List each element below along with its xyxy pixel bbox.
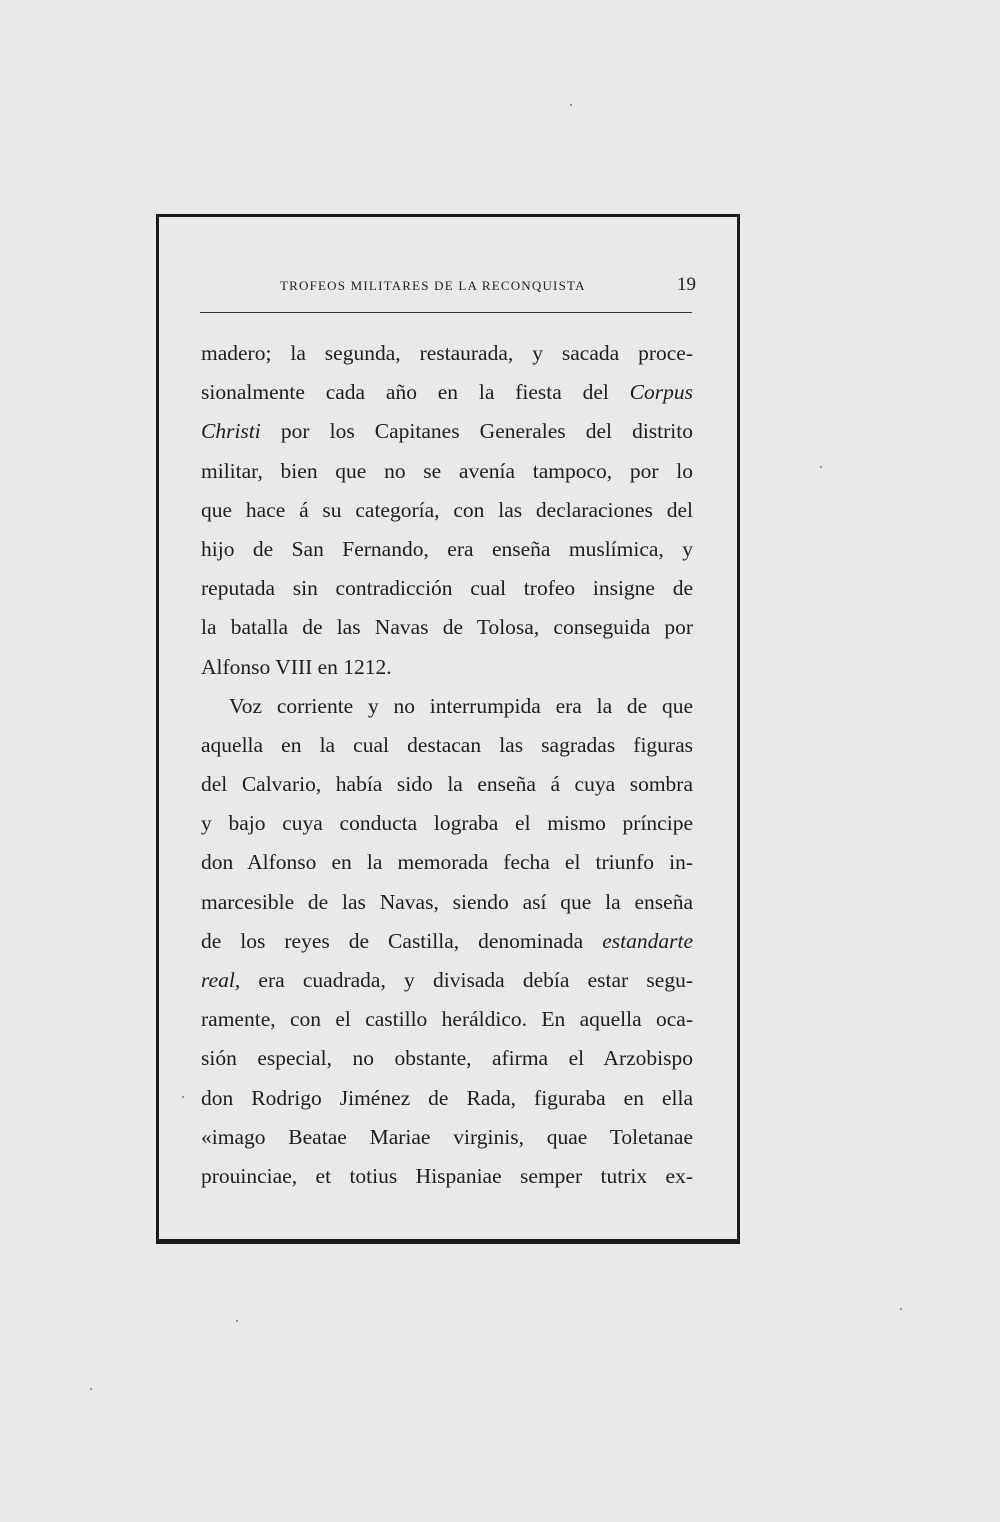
text-line: don Alfonso en la memorada fecha el triunfo in- [201,850,693,875]
paper-speck [182,1096,184,1098]
paper-speck [570,104,572,106]
text-line: don Rodrigo Jiménez de Rada, figuraba en ella [201,1085,693,1110]
header-rule [200,312,692,313]
text-line: aquella en la cual destacan las sagradas figuras [201,732,693,757]
page-number: 19 [677,274,696,295]
italic-term: estandarte [602,928,693,953]
text-line: sión especial, no obstante, afirma el Arzobispo [201,1046,693,1071]
text-line: de los reyes de Castilla, denominada estandarte [201,928,693,953]
text-line: Voz corriente y no interrumpida era la de que [229,693,693,718]
text-line: ramente, con el castillo heráldico. En aquella oca- [201,1007,693,1032]
italic-term: Corpus [629,380,693,405]
text-line: Christi por los Capitanes Generales del distrito [201,419,693,444]
running-head [200,276,696,300]
text-line: hijo de San Fernando, era enseña muslímica, y [201,536,693,561]
text-line: y bajo cuya conducta lograba el mismo príncipe [201,811,693,836]
italic-term: real, [201,968,241,992]
body-text [201,334,693,1196]
text-line: del Calvario, había sido la enseña á cuya sombra [201,772,693,797]
paper-speck [900,1308,902,1310]
running-title: TROFEOS MILITARES DE LA RECONQUISTA [280,278,586,293]
text-line: marcesible de las Navas, siendo así que la enseña [201,889,693,914]
text-line: madero; la segunda, restaurada, y sacada proce- [201,341,693,365]
paper-speck [236,1320,238,1322]
text-line: militar, bien que no se avenía tampoco, por lo [201,458,693,483]
text-line: sionalmente cada año en la fiesta del Corpus [201,380,693,405]
paper-speck [90,1388,92,1390]
text-line: «imago Beatae Mariae virginis, quae Toletanae [201,1124,693,1149]
text-line: prouinciae, et totius Hispaniae semper tutrix ex- [201,1163,693,1188]
text-line: la batalla de las Navas de Tolosa, conseguida por [201,615,693,640]
text-line: real, era cuadrada, y divisada debía estar segu- [201,968,693,992]
text-line: Alfonso VIII en 1212. [201,654,392,679]
text-line: que hace á su categoría, con las declaraciones del [201,497,693,522]
paper-speck [820,466,822,468]
italic-term: Christi [201,419,261,444]
text-line: reputada sin contradicción cual trofeo insigne de [201,576,693,601]
